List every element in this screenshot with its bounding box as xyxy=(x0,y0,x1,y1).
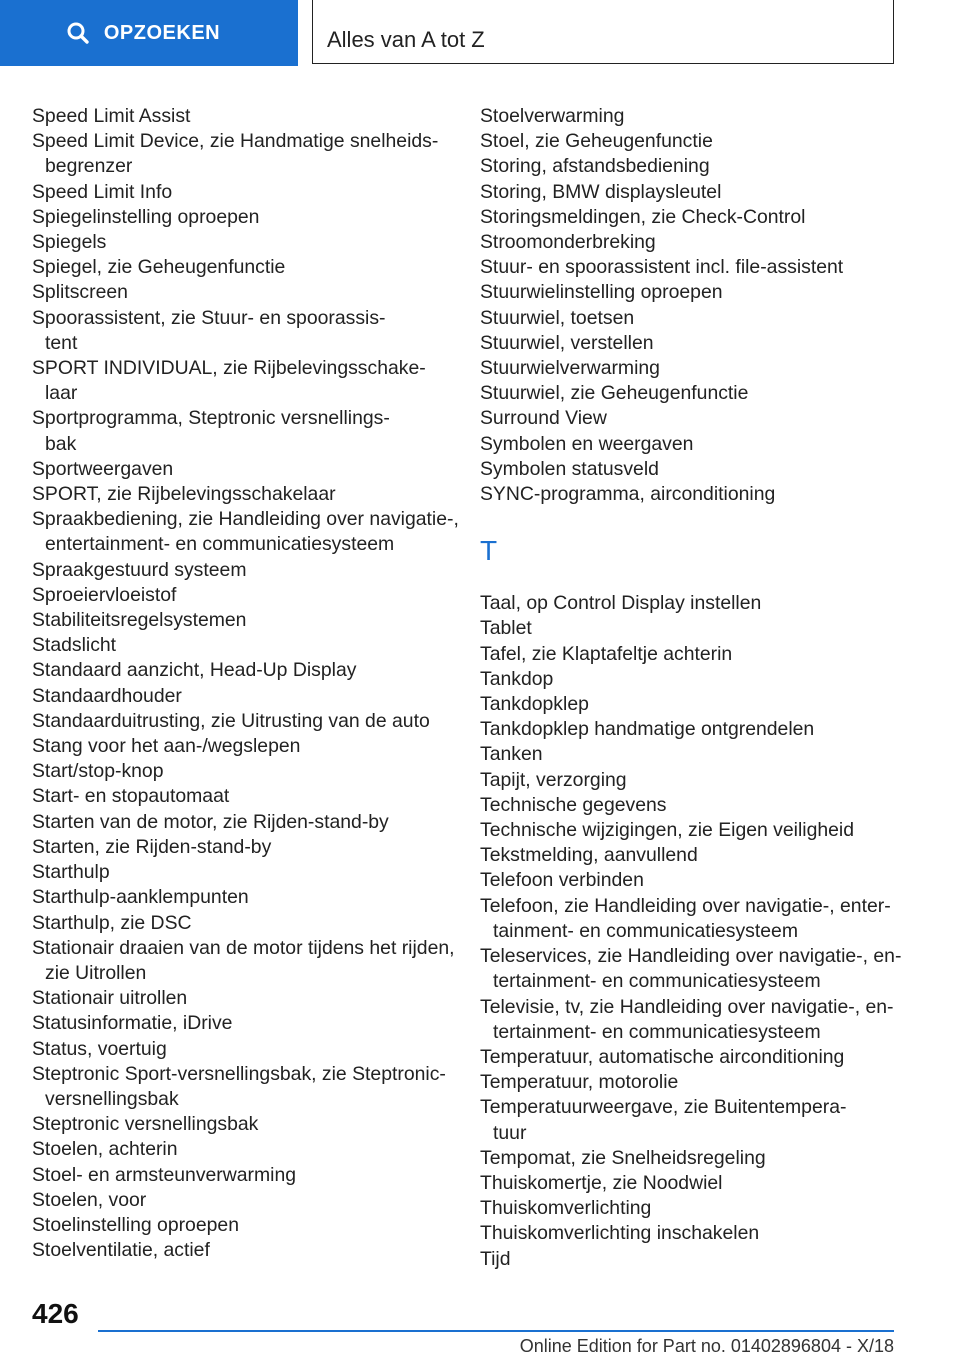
index-entry-text: bak xyxy=(45,432,77,455)
index-entry xyxy=(32,734,462,759)
index-entry-text: Thuiskomverlichting inschakelen xyxy=(480,1222,760,1245)
index-entry-text: Standaarduitrusting, zie Uitrusting van de auto xyxy=(32,709,430,732)
index-entry-text: Symbolen statusveld xyxy=(480,457,659,480)
index-entry xyxy=(32,986,462,1011)
index-entry xyxy=(32,1062,462,1112)
index-entry-text: Spiegelinstelling oproepen xyxy=(32,205,260,228)
index-entry-text: tuur xyxy=(493,1121,527,1144)
index-entry xyxy=(480,944,910,994)
index-entry-text: Standaard aanzicht, Head-Up Display xyxy=(32,659,357,682)
index-entry xyxy=(32,1011,462,1036)
index-entry xyxy=(32,911,462,936)
index-entry-text: Temperatuur, motorolie xyxy=(480,1071,679,1094)
index-entry xyxy=(480,894,910,944)
index-entry-text: Stoelverwarming xyxy=(480,105,625,127)
index-entry xyxy=(480,1070,910,1095)
index-entry xyxy=(32,885,462,910)
index-entry-text: begrenzer xyxy=(45,155,133,178)
index-entry-text: Steptronic versnellingsbak xyxy=(32,1113,259,1136)
index-column-left xyxy=(32,104,462,1263)
index-entry-text: Stuur- en spoorassistent incl. file-assistent xyxy=(480,256,844,279)
index-entry xyxy=(32,180,462,205)
index-entry xyxy=(32,558,462,583)
search-button[interactable] xyxy=(0,0,298,66)
index-entry-text: Stoel, zie Geheugenfunctie xyxy=(480,130,713,153)
index-entry-text: tent xyxy=(45,331,78,354)
index-entry xyxy=(32,1163,462,1188)
index-entry-text: Starten, zie Rijden-stand-by xyxy=(32,835,272,858)
index-entry-text: Storing, BMW displaysleutel xyxy=(480,180,722,203)
index-entry xyxy=(32,1037,462,1062)
index-column-right xyxy=(480,104,910,1272)
index-entry xyxy=(480,642,910,667)
index-entry xyxy=(32,1213,462,1238)
index-entry xyxy=(32,129,462,179)
index-entry xyxy=(480,692,910,717)
index-entry xyxy=(32,860,462,885)
index-entry-text: Tanken xyxy=(480,743,543,766)
index-entry xyxy=(480,717,910,742)
index-entry xyxy=(480,154,910,179)
index-entry xyxy=(480,457,910,482)
index-entry xyxy=(32,1137,462,1162)
index-entry xyxy=(480,255,910,280)
index-entry-text: Telefoon, zie Handleiding over navigatie-, enter- xyxy=(480,894,891,917)
index-entry-text: Tijd xyxy=(480,1247,511,1270)
index-entry-text: Tafel, zie Klaptafeltje achterin xyxy=(480,642,733,665)
index-entry xyxy=(32,482,462,507)
index-entry xyxy=(480,356,910,381)
index-entry-text: Tankdopklep xyxy=(480,693,589,716)
index-entry-text: Televisie, tv, zie Handleiding over navigatie-, en- xyxy=(480,995,894,1018)
index-entry-text: Tablet xyxy=(480,617,532,640)
index-entry-text: Stationair draaien van de motor tijdens het rijden, xyxy=(32,936,455,959)
index-entry xyxy=(32,255,462,280)
index-entry xyxy=(32,810,462,835)
index-entry xyxy=(480,1171,910,1196)
footer-text: Online Edition for Part no. 01402896804 - X/18 xyxy=(519,1336,894,1356)
index-entry-text: Speed Limit Assist xyxy=(32,105,191,127)
index-entry xyxy=(32,608,462,633)
index-entry-text: Stuurwiel, toetsen xyxy=(480,306,635,329)
search-button-label: OPZOEKEN xyxy=(103,21,221,44)
index-entry-text: Start- en stopautomaat xyxy=(32,785,230,808)
index-entry xyxy=(480,104,910,129)
index-entry-text: Tankdop xyxy=(480,667,554,690)
index-entry-text: versnellingsbak xyxy=(45,1087,179,1110)
index-entry-text: Thuiskomverlichting xyxy=(480,1197,652,1220)
index-entry-text: Temperatuurweergave, zie Buitentempera- xyxy=(480,1096,847,1119)
section-letter: T xyxy=(480,535,498,567)
index-entry xyxy=(32,759,462,784)
index-entry-text: Stabiliteitsregelsystemen xyxy=(32,609,247,632)
index-entry-text: Spraakbediening, zie Handleiding over navigatie-, xyxy=(32,508,459,531)
index-entry xyxy=(32,658,462,683)
index-entry-text: SPORT INDIVIDUAL, zie Rijbelevingsschake- xyxy=(32,357,426,380)
index-entry-text: Statusinformatie, iDrive xyxy=(32,1012,233,1035)
index-entry-text: Stroomonderbreking xyxy=(480,231,656,254)
index-entry-text: Stang voor het aan-/wegslepen xyxy=(32,735,301,758)
index-entry-text: Spoorassistent, zie Stuur- en spoorassis- xyxy=(32,306,386,329)
index-entry-text: Status, voertuig xyxy=(32,1037,167,1060)
index-entry-text: Technische wijzigingen, zie Eigen veiligheid xyxy=(480,819,855,842)
index-entry xyxy=(480,793,910,818)
index-entry xyxy=(480,432,910,457)
index-entry-text: Storingsmeldingen, zie Check-Control xyxy=(480,205,806,228)
index-entry-text: Starthulp xyxy=(32,861,110,884)
index-entry xyxy=(32,306,462,356)
index-entry-text: Teleservices, zie Handleiding over navigatie-, en- xyxy=(480,945,902,968)
index-entry xyxy=(480,331,910,356)
index-entry-text: Steptronic Sport-versnellingsbak, zie Steptronic- xyxy=(32,1062,446,1085)
index-entry-text: tainment- en communicatiesysteem xyxy=(493,919,798,942)
index-entry-text: Sproeiervloeistof xyxy=(32,583,177,606)
index-entry xyxy=(480,1045,910,1070)
index-entry-text: Speed Limit Info xyxy=(32,180,173,203)
index-entry xyxy=(480,818,910,843)
index-entry xyxy=(32,356,462,406)
index-entry-text: Stuurwielverwarming xyxy=(480,357,660,380)
index-entry-text: zie Uitrollen xyxy=(45,961,147,984)
index-entry xyxy=(480,1247,910,1272)
index-entry xyxy=(32,784,462,809)
index-entry xyxy=(480,381,910,406)
index-entry xyxy=(480,591,910,616)
index-entry-text: Stationair uitrollen xyxy=(32,987,188,1010)
index-entry xyxy=(32,936,462,986)
index-entry-text: Standaardhouder xyxy=(32,684,182,707)
index-entry xyxy=(32,1112,462,1137)
index-entry xyxy=(32,457,462,482)
index-entry-text: Telefoon verbinden xyxy=(480,869,644,892)
index-entry xyxy=(480,995,910,1045)
index-entry-text: Stoelventilatie, actief xyxy=(32,1239,210,1262)
index-entry xyxy=(480,667,910,692)
index-entry-text: Storing, afstandsbediening xyxy=(480,155,710,178)
footer-divider xyxy=(98,1330,894,1332)
index-entry-text: laar xyxy=(45,382,78,405)
index-entry-text: Stoel- en armsteunverwarming xyxy=(32,1163,297,1186)
index-entry-text: Starten van de motor, zie Rijden-stand-by xyxy=(32,810,389,833)
index-entry xyxy=(480,1221,910,1246)
index-entry-text: entertainment- en communicatiesysteem xyxy=(45,533,395,556)
index-entry xyxy=(480,306,910,331)
index-entry-text: Stoelen, voor xyxy=(32,1188,147,1211)
index-entry xyxy=(32,835,462,860)
index-entry-text: Splitscreen xyxy=(32,281,128,304)
index-entry-text: Stoelinstelling oproepen xyxy=(32,1213,239,1236)
index-entry-text: Temperatuur, automatische airconditioning xyxy=(480,1045,845,1068)
page-title: Alles van A tot Z xyxy=(312,0,894,64)
index-entry xyxy=(480,230,910,255)
index-entry xyxy=(480,129,910,154)
index-entry xyxy=(480,180,910,205)
index-entry-text: Starthulp-aanklempunten xyxy=(32,886,249,909)
index-entry-text: SPORT, zie Rijbelevingsschakelaar xyxy=(32,483,336,506)
index-entry xyxy=(32,507,462,557)
index-entry xyxy=(480,1196,910,1221)
index-entry-text: Sportprogramma, Steptronic versnellings- xyxy=(32,407,390,430)
index-entry-text: Tapijt, verzorging xyxy=(480,768,627,791)
index-entry-text: Spraakgestuurd systeem xyxy=(32,558,247,581)
index-entry xyxy=(32,230,462,255)
index-entry-text: Stuurwiel, zie Geheugenfunctie xyxy=(480,382,749,405)
index-entry-text: Surround View xyxy=(480,407,607,430)
index-group-s-continued xyxy=(480,104,910,507)
index-entry-text: Thuiskomertje, zie Noodwiel xyxy=(480,1171,723,1194)
index-entry-text: Tankdopklep handmatige ontgrendelen xyxy=(480,718,815,741)
index-entry xyxy=(480,616,910,641)
index-entry xyxy=(480,1146,910,1171)
index-entry-text: Stuurwielinstelling oproepen xyxy=(480,281,723,304)
index-entry-text: Technische gegevens xyxy=(480,793,667,816)
index-group-t xyxy=(480,591,910,1271)
index-entry xyxy=(480,768,910,793)
index-entry xyxy=(480,482,910,507)
index-entry-text: Starthulp, zie DSC xyxy=(32,911,192,934)
index-entry-text: Stuurwiel, verstellen xyxy=(480,331,654,354)
index-entry-text: Stoelen, achterin xyxy=(32,1138,178,1161)
index-entry xyxy=(480,843,910,868)
index-entry-text: Stadslicht xyxy=(32,634,117,657)
index-entry xyxy=(32,583,462,608)
index-entry xyxy=(32,104,462,129)
index-entry xyxy=(480,406,910,431)
index-entry-text: Tempomat, zie Snelheidsregeling xyxy=(480,1146,766,1169)
page-number: 426 xyxy=(32,1298,79,1329)
index-entry-text: Sportweergaven xyxy=(32,457,174,480)
index-entry xyxy=(480,742,910,767)
index-entry-text: tertainment- en communicatiesysteem xyxy=(493,1020,821,1043)
index-entry xyxy=(32,633,462,658)
index-entry-text: Spiegels xyxy=(32,231,107,254)
index-entry-text: Tekstmelding, aanvullend xyxy=(480,844,698,867)
index-entry-text: tertainment- en communicatiesysteem xyxy=(493,970,821,993)
index-entry xyxy=(480,868,910,893)
index-entry-text: Spiegel, zie Geheugenfunctie xyxy=(32,256,286,279)
index-entry-text: Symbolen en weergaven xyxy=(480,432,694,455)
index-entry xyxy=(480,205,910,230)
index-entry xyxy=(480,1095,910,1145)
index-entry xyxy=(480,280,910,305)
index-entry xyxy=(32,280,462,305)
index-entry xyxy=(32,1238,462,1263)
index-entry xyxy=(32,709,462,734)
index-entry-text: Start/stop-knop xyxy=(32,760,164,783)
index-entry xyxy=(32,684,462,709)
search-icon xyxy=(66,21,90,45)
index-entry xyxy=(32,1188,462,1213)
index-entry xyxy=(32,205,462,230)
index-entry xyxy=(32,406,462,456)
index-entry-text: SYNC-programma, airconditioning xyxy=(480,483,776,506)
index-entry-text: Speed Limit Device, zie Handmatige snelheids- xyxy=(32,130,439,153)
index-entry-text: Taal, op Control Display instellen xyxy=(480,592,762,615)
